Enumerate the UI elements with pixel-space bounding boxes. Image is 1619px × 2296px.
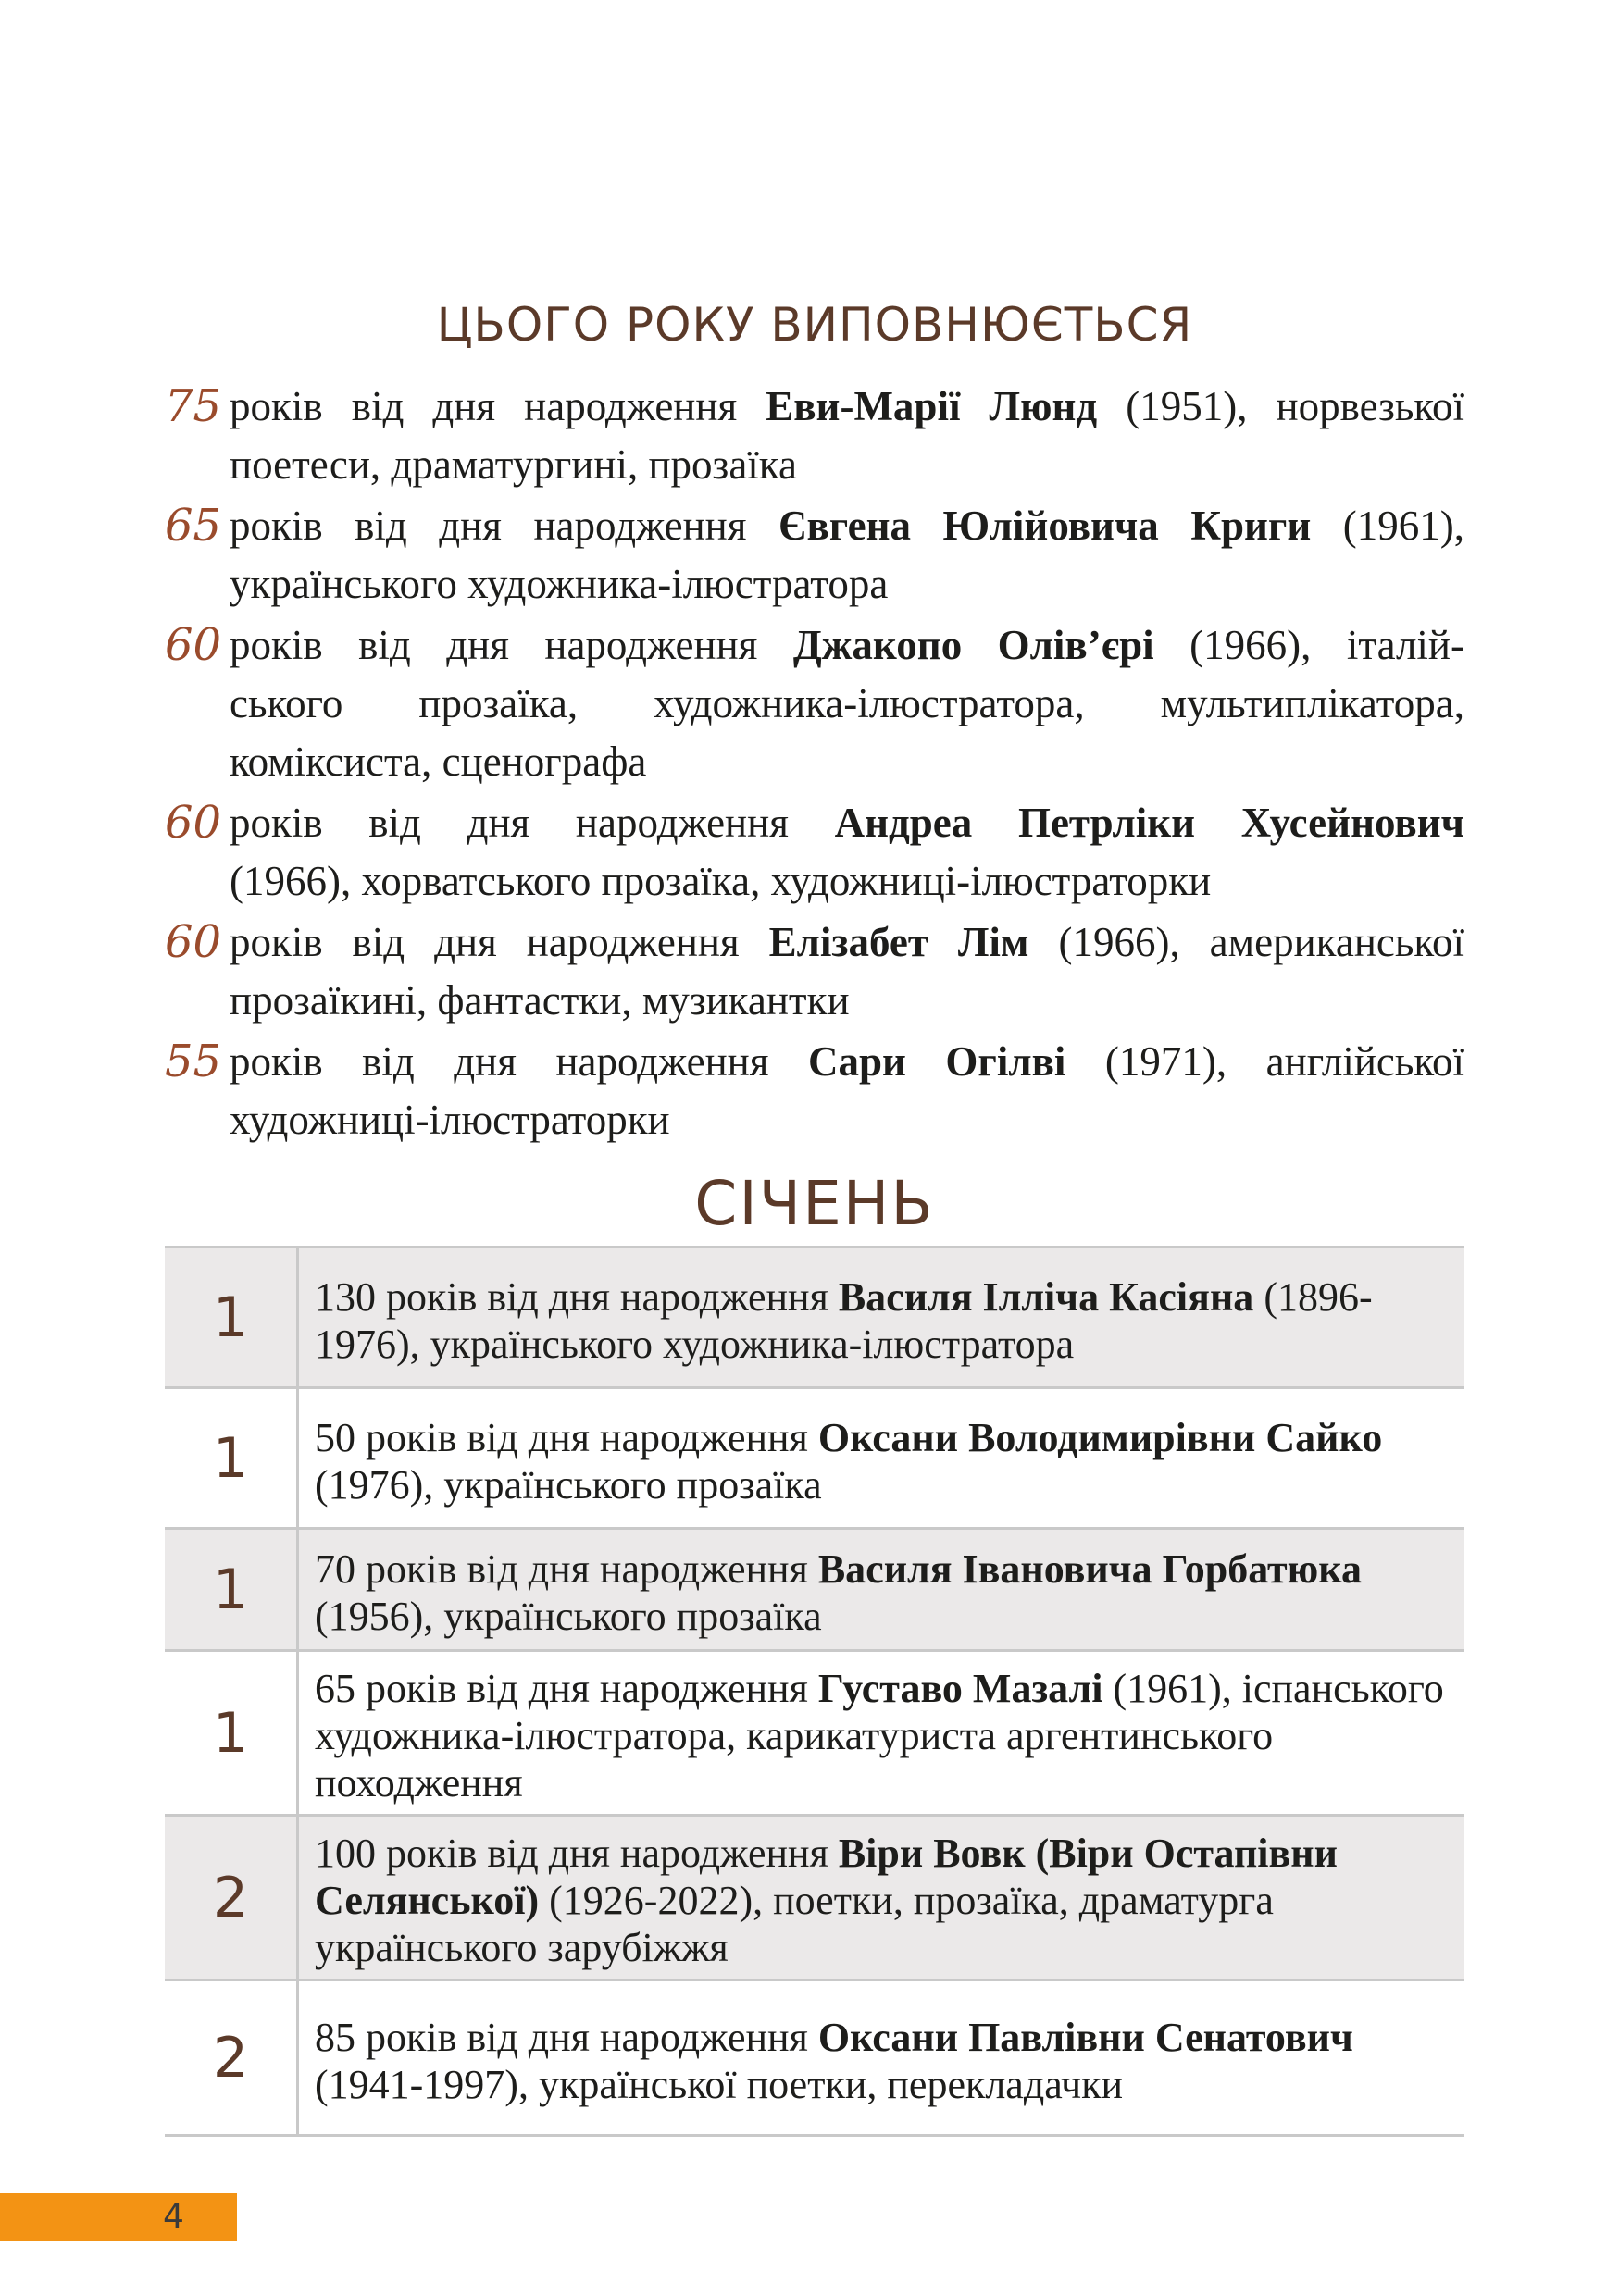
anniversary-text-continued: прозаїкині, фантастки, музикантки: [230, 977, 850, 1024]
person-name: Еви-Марії Люнд: [766, 383, 1098, 429]
table-row: [165, 1651, 1464, 1816]
day-number: 2: [165, 1816, 298, 1980]
table-row: [165, 1816, 1464, 1980]
person-name: Андреа Петрліки Хусейнович: [834, 800, 1464, 846]
january-table: [165, 1246, 1464, 2137]
anniversary-text-continued: поетеси, драматургині, прозаїка: [230, 441, 797, 488]
anniversary-text-continued: ського прозаїка, художника-ілюстратора, мультиплікатора, коміксиста, сценографа: [230, 680, 1464, 785]
anniversary-years: 60: [165, 619, 222, 671]
anniversary-years: 55: [165, 1036, 222, 1087]
anniversary-years: 60: [165, 916, 222, 968]
anniversary-text: років від дня народження Елізабет Лім (1966), американської: [230, 919, 1464, 965]
table-row: [165, 1388, 1464, 1529]
person-name: Джакопо Олів’єрі: [792, 622, 1154, 668]
person-name: Елізабет Лім: [768, 919, 1029, 965]
anniversary-text-continued: (1966), хорватського прозаїка, художниці-ілюстраторки: [230, 858, 1212, 904]
event-text: 70 років від дня народження Василя Івановича Горбатюка (1956), українського прозаїка: [298, 1529, 1465, 1651]
person-name: Оксани Володимирівни Сайко: [817, 1414, 1383, 1460]
anniversary-years: 75: [165, 380, 222, 432]
person-name: Євгена Юлійовича Криги: [778, 503, 1312, 549]
anniversary-text: років від дня народження Євгена Юлійовича Криги (1961),: [230, 503, 1464, 549]
person-name: Василя Івановича Горбатюка: [817, 1545, 1362, 1592]
person-name: Віри Вовк (Віри Остапівни Селянської): [315, 1831, 1338, 1923]
month-title: СІЧЕНЬ: [694, 1168, 935, 1239]
person-name: Оксани Павлівни Сенатович: [817, 2014, 1353, 2060]
table-row: [165, 1980, 1464, 2136]
anniversary-text-continued: українського художника-ілюстратора: [230, 561, 889, 607]
day-number: 1: [165, 1529, 298, 1651]
day-number: 1: [165, 1247, 298, 1388]
day-number: 2: [165, 1980, 298, 2136]
anniversary-list: [165, 378, 1464, 1152]
event-text: 130 років від дня народження Василя Ілліча Касіяна (1896-1976), українського художника-ілюстратора: [298, 1247, 1465, 1388]
person-name: Сари Огілві: [807, 1038, 1066, 1085]
event-text: 85 років від дня народження Оксани Павлівни Сенатович (1941-1997), української поетки, перекладачки: [298, 1980, 1465, 2136]
anniversary-item: [165, 616, 1464, 791]
anniversary-item: [165, 378, 1464, 494]
anniversary-text: років від дня народження Джакопо Олів’єрі (1966), італій-: [230, 622, 1464, 668]
day-number: 1: [165, 1388, 298, 1529]
person-name: Густаво Мазалі: [817, 1666, 1103, 1711]
table-row: [165, 1529, 1464, 1651]
table-row: [165, 1247, 1464, 1388]
anniversary-item: [165, 913, 1464, 1030]
anniversary-text-continued: художниці-ілюстраторки: [230, 1097, 670, 1143]
day-number: 1: [165, 1651, 298, 1816]
anniversary-item: [165, 497, 1464, 614]
page-number-tab: 4: [0, 2193, 237, 2241]
anniversary-text: років від дня народження Еви-Марії Люнд (1951), норвезької: [230, 383, 1464, 429]
anniversary-text: років від дня народження Сари Огілві (1971), англійської: [230, 1038, 1464, 1085]
event-text: 50 років від дня народження Оксани Володимирівни Сайко (1976), українського прозаїка: [298, 1388, 1465, 1529]
anniversary-item: [165, 794, 1464, 911]
anniversary-text: років від дня народження Андреа Петрліки Хусейнович: [230, 800, 1464, 846]
person-name: Василя Ілліча Касіяна: [838, 1273, 1254, 1320]
anniversary-item: [165, 1033, 1464, 1149]
event-text: 65 років від дня народження Густаво Мазалі (1961), іспанського художника-ілюстратора, карикатуриста аргентинського походження: [298, 1651, 1465, 1816]
anniversary-years: 65: [165, 500, 222, 552]
anniversary-years: 60: [165, 797, 222, 849]
year-section-title: ЦЬОГО РОКУ ВИПОВНЮЄТЬСЯ: [436, 298, 1193, 352]
event-text: 100 років від дня народження Віри Вовк (Віри Остапівни Селянської) (1926-2022), поетки, прозаїка, драматурга українського зарубіжжя: [298, 1816, 1465, 1980]
